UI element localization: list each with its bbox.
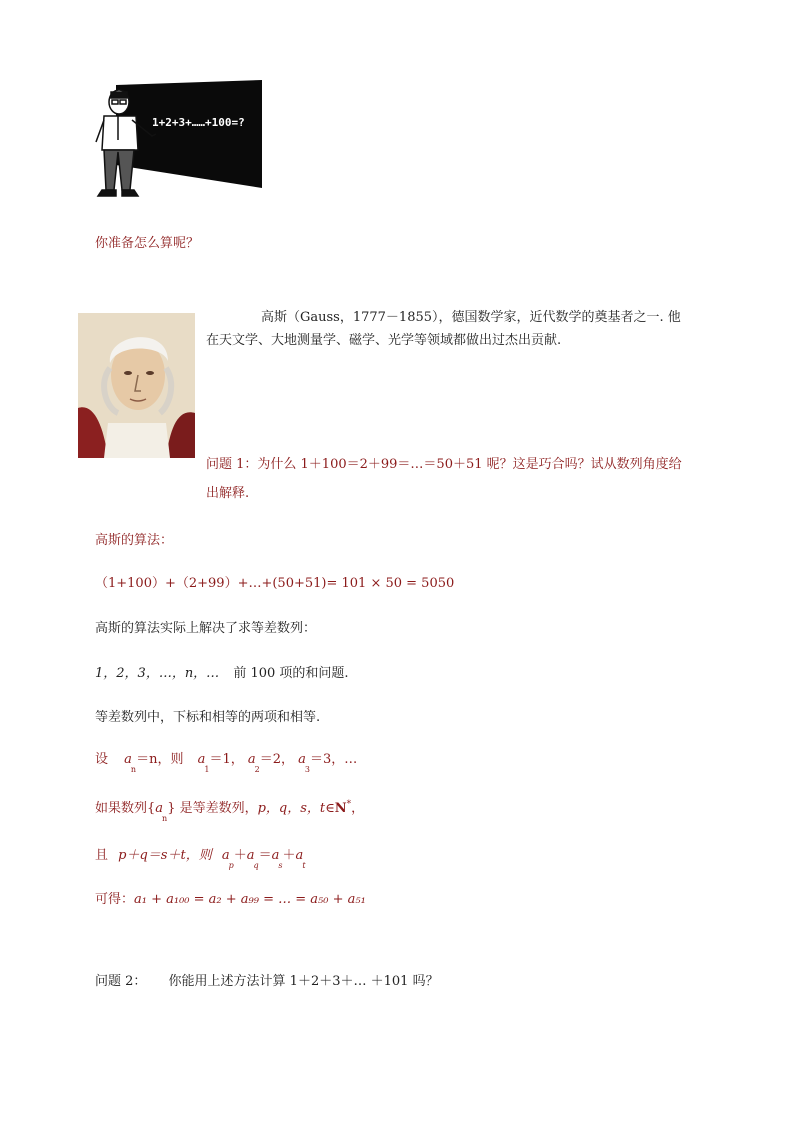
vars: p，q，s，t∈ (257, 801, 335, 816)
gauss-formula: （1+100）+（2+99）+…+(50+51)= 101 × 50 = 5050 (95, 576, 455, 591)
if-middle: } 是等差数列， (167, 801, 258, 816)
value-3: ＝3，… (310, 752, 358, 767)
result-line (95, 893, 366, 906)
question-2-text: 你能用上述方法计算 1＋2＋3＋… ＋101 吗？ (168, 974, 439, 989)
question-2 (95, 975, 439, 988)
if-prefix: 如果数列{ (95, 801, 156, 816)
question-1-line1: 问题 1：为什么 1＋100＝2＋99＝…＝50＋51 呢？这是巧合吗？试从数列角度给 (206, 457, 682, 472)
subscript-s: s (278, 861, 283, 870)
and-line (95, 848, 306, 870)
subscript-1: 1 (204, 765, 210, 774)
a3-symbol: a (298, 752, 306, 767)
subscript-q: q (253, 861, 259, 870)
question-how-to-compute: 你准备怎么算呢？ (95, 236, 200, 251)
teacher-blackboard-illustration (92, 80, 264, 208)
let-line (95, 752, 358, 774)
sequence-tail: 前 100 项的和问题. (233, 666, 349, 681)
blackboard (116, 80, 262, 188)
eq-2: ＝ (258, 848, 272, 863)
blackboard-text: 1+2+3+……+100=? (152, 116, 245, 129)
value-1: ＝1， (209, 752, 244, 767)
plus-1: ＋ (233, 848, 247, 863)
ap-symbol: a (221, 848, 230, 863)
a-symbol: a (124, 752, 132, 767)
if-end: ， (351, 801, 365, 816)
gauss-intro-line1: 高斯（Gauss，1777－1855），德国数学家，近代数学的奠基者之一. 他 (261, 310, 681, 325)
gauss-solves-line: 高斯的算法实际上解决了求等差数列： (95, 621, 317, 636)
value-2: ＝2， (259, 752, 295, 767)
subscript-2: 2 (254, 765, 260, 774)
pq-eq: p＋q＝s＋t，则 (118, 848, 212, 863)
let-prefix: 设 (95, 752, 109, 767)
subscript-p: p (228, 861, 234, 870)
as-symbol: a (271, 848, 280, 863)
eq-n: ＝n，则 (136, 752, 184, 767)
aq-symbol: a (246, 848, 255, 863)
gauss-method-title: 高斯的算法： (95, 533, 174, 548)
result-label: 可得： (95, 892, 135, 907)
sequence-terms: 1，2，3，…，n，… (95, 666, 220, 681)
subscript-3: 3 (304, 765, 311, 774)
sequence-line (95, 667, 349, 680)
and-prefix: 且 (95, 848, 109, 863)
if-line (95, 799, 365, 823)
plus-2: ＋ (282, 848, 296, 863)
star-sup: * (346, 799, 352, 810)
subscript-n: n (162, 814, 168, 823)
question-2-label: 问题 2： (95, 974, 147, 989)
question-1-line2: 出解释. (206, 486, 250, 501)
subscript-n: n (130, 765, 137, 774)
a-symbol: a (155, 801, 164, 816)
result-expression: a₁ + a₁₀₀ = a₂ + a₉₉ = … = a₅₀ + a₅₁ (134, 892, 366, 907)
at-symbol: a (295, 848, 304, 863)
property-line: 等差数列中，下标和相等的两项和相等. (95, 710, 321, 725)
subscript-t: t (302, 861, 306, 870)
gauss-intro-line2: 在天文学、大地测量学、磁学、光学等领域都做出过杰出贡献. (206, 333, 562, 348)
a1-symbol: a (197, 752, 206, 767)
naturals-N: N (334, 801, 347, 816)
a2-symbol: a (247, 752, 256, 767)
gauss-portrait (78, 313, 195, 458)
